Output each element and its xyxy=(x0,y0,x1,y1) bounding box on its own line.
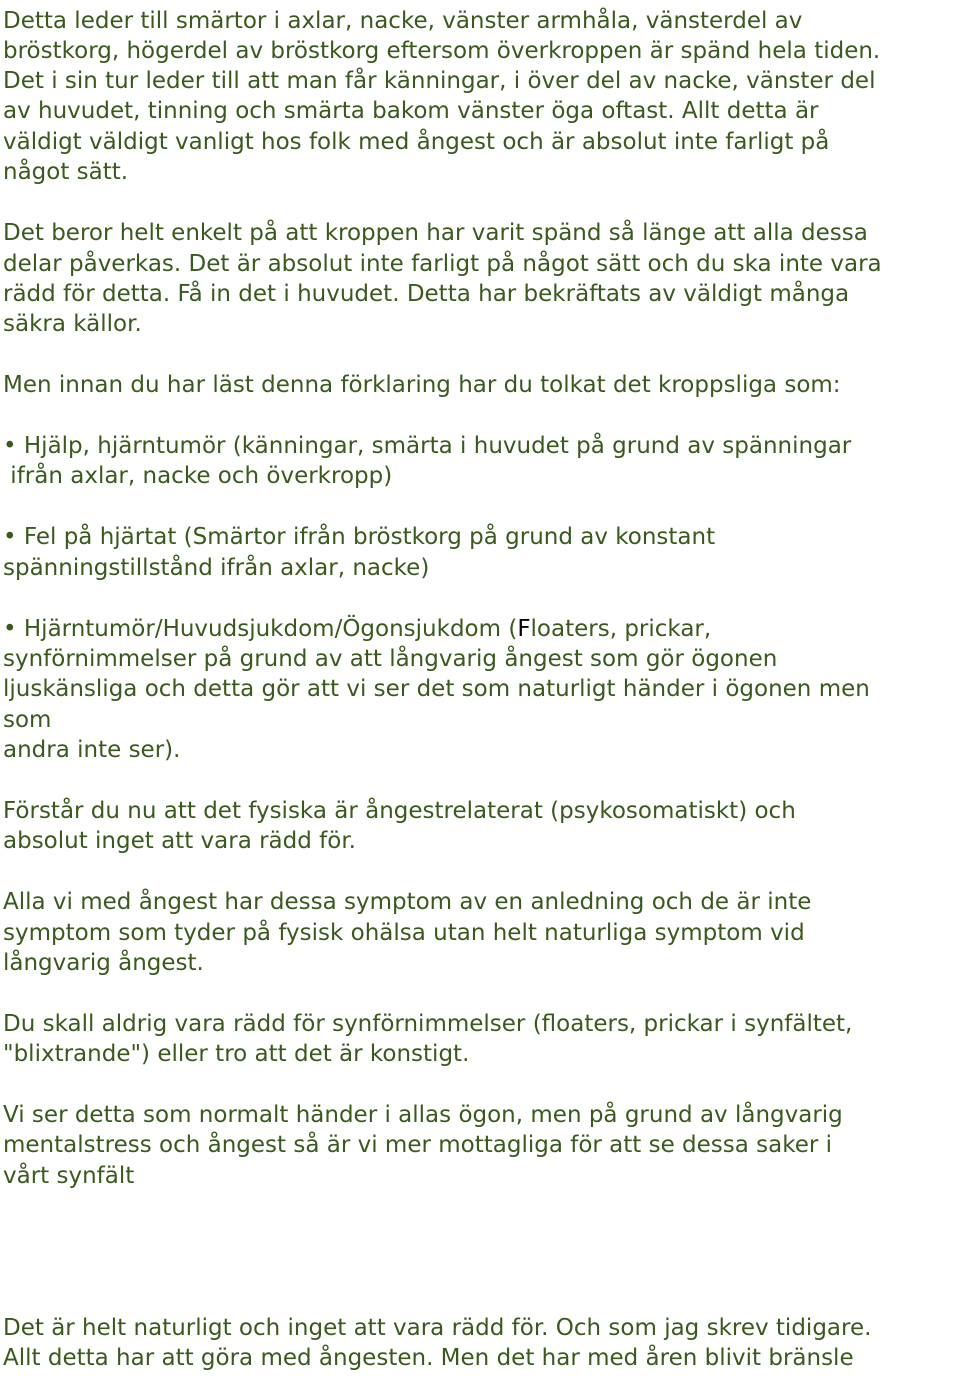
paragraph-2-line-2: delar påverkas. Det är absolut inte farligt på något sätt och du ska inte vara xyxy=(3,251,882,277)
bullet-2-line-1: • Fel på hjärtat (Smärtor ifrån bröstkorg på grund av konstant xyxy=(3,524,716,550)
paragraph-1-line-3: Det i sin tur leder till att man får känningar, i över del av nacke, vänster del xyxy=(3,68,876,94)
paragraph-5-line-3: långvarig ångest. xyxy=(3,950,204,976)
bullet-3-emphasis-letter: F xyxy=(517,616,531,642)
paragraph-8-line-1: Det är helt naturligt och inget att vara rädd för. Och som jag skrev tidigare. xyxy=(3,1315,872,1341)
bullet-3-line-3: ljuskänsliga och detta gör att vi ser det som naturligt händer i ögonen men xyxy=(3,676,870,702)
paragraph-6-line-2: "blixtrande") eller tro att det är konstigt. xyxy=(3,1041,470,1067)
bullet-2-line-2: spänningstillstånd ifrån axlar, nacke) xyxy=(3,555,430,581)
paragraph-4-line-2: absolut inget att vara rädd för. xyxy=(3,828,356,854)
paragraph-2-line-1: Det beror helt enkelt på att kroppen har varit spänd så länge att alla dessa xyxy=(3,220,868,246)
bullet-3-line-1 xyxy=(3,614,711,644)
paragraph-5-line-1: Alla vi med ångest har dessa symptom av en anledning och de är inte xyxy=(3,889,812,915)
paragraph-4-line-1: Förstår du nu att det fysiska är ångestrelaterat (psykosomatiskt) och xyxy=(3,798,796,824)
bullet-3-line-1-start: • Hjärntumör/Huvudsjukdom/Ögonsjukdom ( xyxy=(3,616,518,642)
bullet-1-line-1: • Hjälp, hjärntumör (känningar, smärta i huvudet på grund av spänningar xyxy=(3,433,852,459)
bullet-3-line-5: andra inte ser). xyxy=(3,737,181,763)
paragraph-3-line-1: Men innan du har läst denna förklaring har du tolkat det kroppsliga som: xyxy=(3,372,841,398)
bullet-3-line-1-end: loaters, prickar, xyxy=(530,616,712,642)
paragraph-2-line-4: säkra källor. xyxy=(3,311,142,337)
bullet-3-line-2: synförnimmelser på grund av att långvarig ångest som gör ögonen xyxy=(3,646,778,672)
paragraph-1-line-5: väldigt väldigt vanligt hos folk med ångest och är absolut inte farligt på xyxy=(3,129,830,155)
paragraph-7-line-2: mentalstress och ångest så är vi mer mottagliga för att se dessa saker i xyxy=(3,1132,833,1158)
paragraph-7-line-3: vårt synfält xyxy=(3,1163,135,1189)
bullet-1-line-2: ifrån axlar, nacke och överkropp) xyxy=(3,463,393,489)
paragraph-5-line-2: symptom som tyder på fysisk ohälsa utan helt naturliga symptom vid xyxy=(3,920,805,946)
paragraph-1-line-1: Detta leder till smärtor i axlar, nacke, vänster armhåla, vänsterdel av xyxy=(3,8,803,34)
paragraph-1-line-4: av huvudet, tinning och smärta bakom vänster öga oftast. Allt detta är xyxy=(3,98,819,124)
paragraph-8-line-2: Allt detta har att göra med ångesten. Men det har med åren blivit bränsle xyxy=(3,1345,854,1371)
paragraph-1-line-2: bröstkorg, högerdel av bröstkorg eftersom överkroppen är spänd hela tiden. xyxy=(3,38,881,64)
paragraph-1-line-6: något sätt. xyxy=(3,159,129,185)
bullet-3-line-4: som xyxy=(3,707,52,733)
paragraph-6-line-1: Du skall aldrig vara rädd för synförnimmelser (floaters, prickar i synfältet, xyxy=(3,1011,853,1037)
paragraph-2-line-3: rädd för detta. Få in det i huvudet. Detta har bekräftats av väldigt många xyxy=(3,281,850,307)
paragraph-7-line-1: Vi ser detta som normalt händer i allas ögon, men på grund av långvarig xyxy=(3,1102,843,1128)
